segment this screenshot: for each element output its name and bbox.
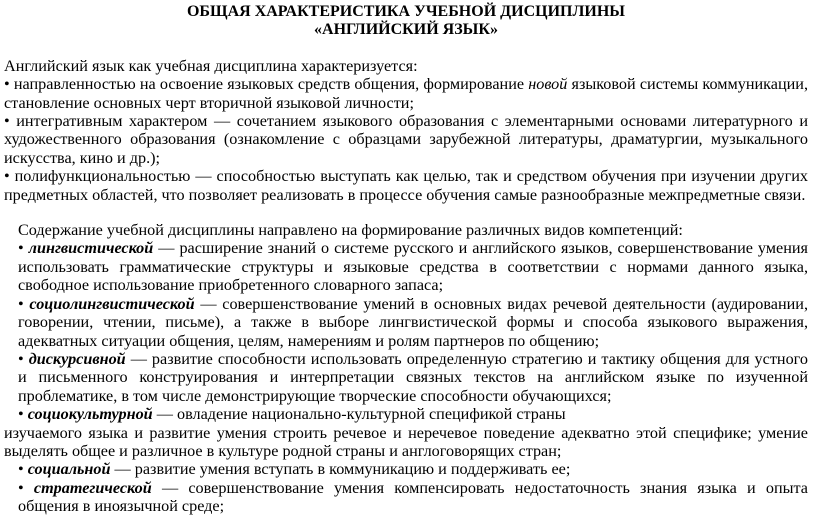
competency-term: лингвистической (28, 239, 154, 258)
competency-term: социокультурной (27, 405, 153, 424)
bullet: • (18, 239, 29, 258)
competency-description: — развитие умения вступать в коммуникацию и поддерживать ее; (110, 460, 571, 479)
competency-continuation: изучаемого языка и развитие умения строить речевое и неречевое поведение адекватно этой специфике; умение выделять общее и различное в культуре родной страны и англоговорящих стран; (4, 423, 808, 460)
bullet: • (18, 349, 29, 368)
document-title (4, 0, 808, 40)
competency-item (4, 405, 808, 423)
competency-item (4, 350, 808, 405)
section1-intro: Английский язык как учебная дисциплина характеризуется: (4, 56, 418, 75)
characteristic-item-1-rest: языковой системы коммуникации, становление основных черт вторичной языковой личности; (4, 75, 809, 112)
italic-word: новой (528, 75, 568, 94)
competency-item (4, 295, 808, 350)
title-line-2: «АНГЛИЙСКИЙ ЯЗЫК» (314, 21, 498, 39)
characteristic-item-2: • интегративным характером — сочетанием языкового образования с элементарными основами литературного и художественного образования (ознакомление с образцами зарубежной литературы, драматургии, музыкального искусства, кино и др.); (4, 112, 808, 167)
competency-term: социальной (27, 460, 111, 479)
section-characteristics (4, 57, 808, 204)
competency-term: стратегической (33, 478, 152, 497)
bullet: • (18, 405, 28, 424)
competency-description: — расширение знаний о системе русского и английского языков, совершенствование умения использовать грамматические структуры и языковые средства в соответствии с нормами данного языка, свободное использование приобретенного словарного запаса; (18, 239, 808, 295)
competency-description: — совершенствование умений в основных видах речевой деятельности (аудировании, говорении, чтении, письме), а также в выборе лингвистической формы и способа языкового выражения, адекватных ситуации общения, целям, намерениям и ролям партнеров по общению; (18, 294, 809, 350)
section-competencies (4, 221, 808, 516)
bullet: • (18, 460, 28, 479)
section2-intro: Содержание учебной дисциплины направлено на формирование различных видов компетенций: (18, 221, 683, 240)
competency-item (4, 460, 808, 478)
bullet: • (18, 294, 30, 313)
competency-description: — овладение национально-культурной спецификой страны (152, 405, 566, 424)
characteristic-item-3: • полифункциональностью — способностью выступать как целью, так и средством обучения при изучении других предметных областей, что позволяет реализовать в процессе обучения самые разнообразные межпредметные связи. (4, 167, 808, 204)
title-line-1: ОБЩАЯ ХАРАКТЕРИСТИКА УЧЕБНОЙ ДИСЦИПЛИНЫ (186, 3, 626, 20)
bullet: • (18, 478, 34, 497)
characteristic-item-1-text: • направленностью на освоение языковых средств общения, формирование (4, 75, 529, 94)
competency-term: социолингвистической (29, 294, 195, 313)
competency-item (4, 479, 808, 516)
competency-description: — совершенствование умения компенсировать недостаточность знания языка и опыта общения в иноязычной среде; (18, 478, 808, 516)
competency-item (4, 239, 808, 294)
characteristic-item-1 (4, 75, 808, 112)
competency-term: дискурсивной (28, 349, 126, 368)
competency-description: — развитие способности использовать определенную стратегию и тактику общения для устного и письменного конструирования и интерпретации связных текстов на английском языке по изученной проблематике, в том числе демонстрирующие творческие способности обучающихся; (18, 349, 808, 405)
